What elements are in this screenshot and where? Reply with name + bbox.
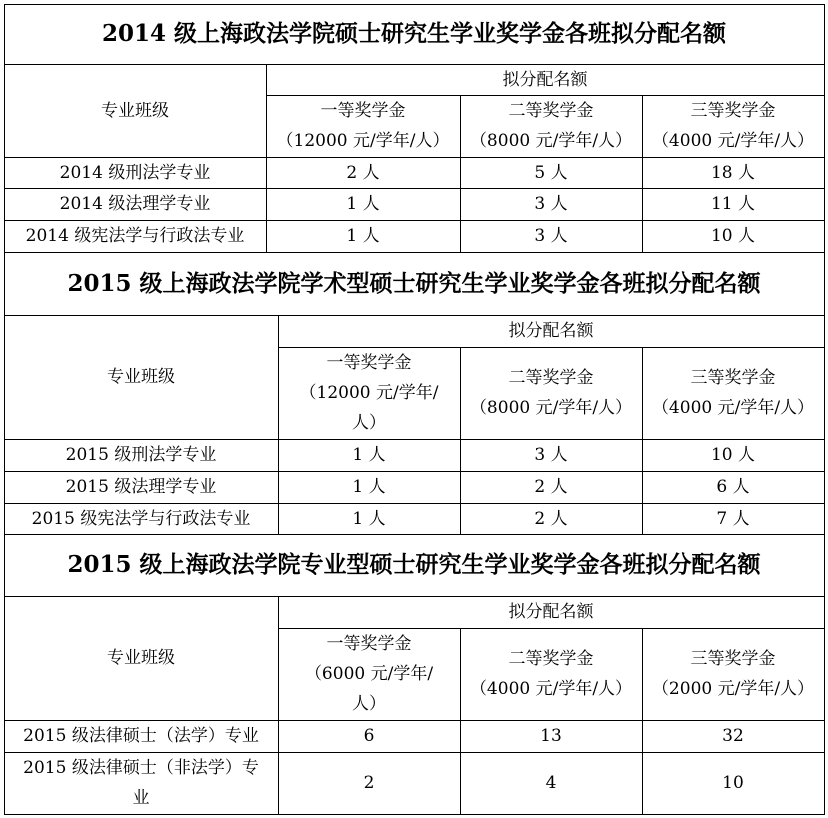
- grade-amount: （8000 元/学年/人）: [469, 131, 633, 151]
- grade-name: 二等奖学金: [508, 101, 594, 121]
- t2-line-row2: [4, 503, 825, 504]
- t1-line-bottom: [4, 252, 825, 253]
- grade-amount-line1: （12000 元/学年/: [299, 383, 439, 403]
- grade-name: 二等奖学金: [508, 649, 594, 669]
- table3-first-grade-header: [278, 628, 460, 720]
- table2-major-header: 专业班级: [107, 367, 175, 387]
- grade-name: 一等奖学金: [326, 353, 412, 373]
- table3-quota-header: 拟分配名额: [508, 602, 594, 622]
- table1-row2-first: 1 人: [346, 194, 380, 214]
- table3-major-header: 专业班级: [107, 648, 175, 668]
- t2-line-under-quota: [278, 347, 825, 348]
- table2-quota-header: 拟分配名额: [508, 321, 594, 341]
- table1-row2-second: 3 人: [534, 194, 568, 214]
- t1-line-under-header: [4, 157, 825, 158]
- table3-row2-major: [4, 752, 278, 814]
- table2-row1-first: 1 人: [352, 445, 386, 465]
- table1-second-grade-header: [460, 95, 642, 157]
- t2-line-bottom: [4, 534, 825, 535]
- t2-col-first: [460, 347, 461, 534]
- t2-line-row1: [4, 471, 825, 472]
- table1-title: 2014 级上海政法学院硕士研究生学业奖学金各班拟分配名额: [101, 20, 727, 47]
- table2-title: 2015 级上海政法学院学术型硕士研究生学业奖学金各班拟分配名额: [67, 269, 761, 297]
- t1-col-second: [642, 95, 643, 252]
- table3-second-grade-header: [460, 628, 642, 720]
- table3-third-grade-header: [642, 628, 824, 720]
- table2-row2-first: 1 人: [352, 477, 386, 497]
- table1-row1-third: 18 人: [710, 162, 756, 183]
- table2-row1-third: 10 人: [710, 445, 756, 465]
- table2-row1-major: 2015 级刑法学专业: [65, 445, 217, 465]
- t3-line-under-title: [4, 596, 825, 597]
- grade-name: 三等奖学金: [690, 649, 776, 669]
- t1-line-row1: [4, 188, 825, 189]
- table3-row1-first: 6: [363, 726, 375, 746]
- t3-line-under-quota: [278, 628, 825, 629]
- outer-border-top: [4, 4, 825, 5]
- t2-line-under-header: [4, 439, 825, 440]
- table1-row3-third: 10 人: [710, 226, 756, 246]
- table3-row2-third: 10: [722, 773, 744, 793]
- major-line1: 2015 级法律硕士（非法学）专: [23, 758, 259, 778]
- grade-amount-line2: 人）: [352, 413, 386, 433]
- t1-col-major: [266, 64, 267, 252]
- t2-line-under-title: [4, 315, 825, 316]
- t3-line-under-header: [4, 720, 825, 721]
- t1-col-first: [460, 95, 461, 252]
- table2-row3-third: 7 人: [716, 508, 750, 529]
- table2-row3-first: 1 人: [352, 508, 386, 529]
- t3-col-first: [460, 628, 461, 814]
- t3-col-major: [278, 596, 279, 814]
- table1-first-grade-header: [266, 95, 460, 157]
- grade-amount: （4000 元/学年/人）: [469, 679, 633, 699]
- table2-row2-major: 2015 级法理学专业: [65, 477, 217, 497]
- table2-row3-second: 2 人: [534, 508, 568, 529]
- grade-name: 三等奖学金: [690, 368, 776, 388]
- outer-border-right: [824, 4, 825, 815]
- table3-row1-major: 2015 级法律硕士（法学）专业: [23, 726, 259, 746]
- table3-title: 2015 级上海政法学院专业型硕士研究生学业奖学金各班拟分配名额: [67, 551, 761, 578]
- table1-quota-header: 拟分配名额: [502, 69, 588, 90]
- table2-third-grade-header: [642, 347, 824, 439]
- grade-name: 一等奖学金: [320, 101, 406, 121]
- grade-amount-line2: 人）: [352, 694, 386, 714]
- table1-row1-major: 2014 级刑法学专业: [59, 162, 211, 183]
- grade-amount: （8000 元/学年/人）: [469, 398, 633, 418]
- t1-line-row2: [4, 220, 825, 221]
- table3-row2-second: 4: [545, 773, 557, 793]
- grade-name: 三等奖学金: [690, 101, 776, 121]
- table3-row1-third: 32: [722, 726, 744, 746]
- table3-row2-first: 2: [363, 773, 375, 793]
- table1-row2-third: 11 人: [710, 194, 756, 214]
- table2-row1-second: 3 人: [534, 445, 568, 465]
- t3-line-row1: [4, 752, 825, 753]
- outer-border-bottom: [4, 814, 825, 815]
- grade-amount: （4000 元/学年/人）: [651, 398, 815, 418]
- grade-name: 二等奖学金: [508, 368, 594, 388]
- table2-row3-major: 2015 级宪法学与行政法专业: [31, 508, 251, 529]
- t2-col-second: [642, 347, 643, 534]
- table1-row1-first: 2 人: [346, 162, 380, 183]
- major-line2: 业: [132, 788, 150, 808]
- table1-row3-first: 1 人: [346, 226, 380, 246]
- table3-row1-second: 13: [540, 726, 562, 746]
- grade-amount: （2000 元/学年/人）: [651, 679, 815, 699]
- grade-name: 一等奖学金: [326, 634, 412, 654]
- table1-third-grade-header: [642, 95, 824, 157]
- table2-second-grade-header: [460, 347, 642, 439]
- table1-row3-second: 3 人: [534, 226, 568, 246]
- t1-line-under-title: [4, 64, 825, 65]
- t3-col-second: [642, 628, 643, 814]
- outer-border-left: [4, 4, 5, 815]
- t1-line-under-quota: [266, 95, 825, 96]
- grade-amount: （12000 元/学年/人）: [276, 131, 450, 151]
- grade-amount: （4000 元/学年/人）: [651, 131, 815, 151]
- table2-row2-second: 2 人: [534, 477, 568, 497]
- table2-first-grade-header: [278, 347, 460, 439]
- table1-major-header: 专业班级: [101, 100, 169, 121]
- table1-row3-major: 2014 级宪法学与行政法专业: [25, 226, 245, 246]
- table2-row2-third: 6 人: [716, 477, 750, 497]
- grade-amount-line1: （6000 元/学年/: [304, 664, 434, 684]
- table1-row2-major: 2014 级法理学专业: [59, 194, 211, 214]
- t2-col-major: [278, 315, 279, 534]
- table1-row1-second: 5 人: [534, 162, 568, 183]
